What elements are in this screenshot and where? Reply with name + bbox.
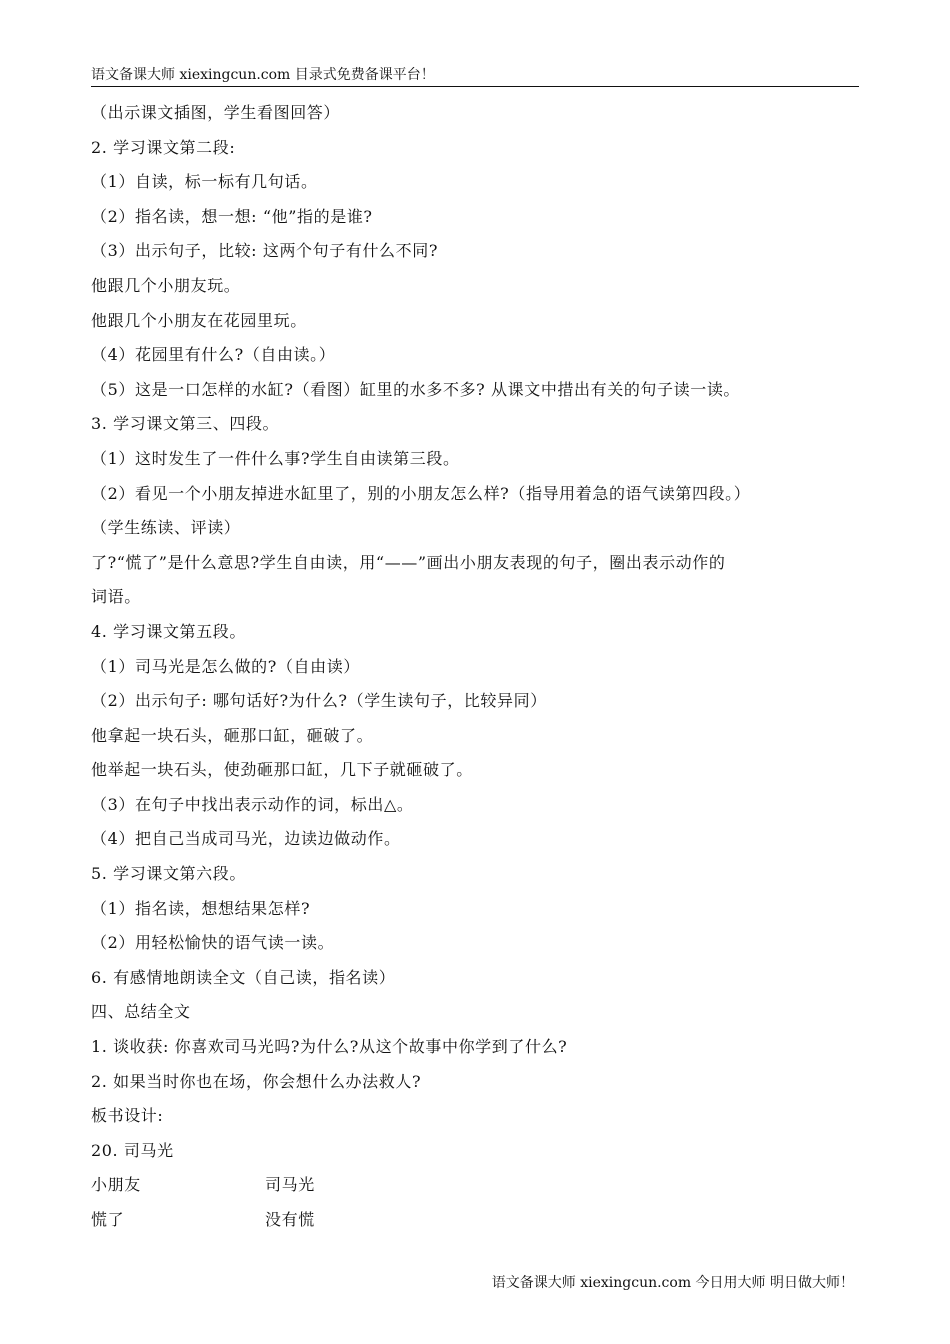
text-line: （2）用轻松愉快的语气读一读。 [91, 933, 335, 953]
text-line: 3. 学习课文第三、四段。 [91, 414, 280, 434]
text-line: （1）自读，标一标有几句话。 [91, 172, 318, 192]
text-line: （出示课文插图，学生看图回答） [91, 103, 341, 122]
text-line: （1）指名读，想想结果怎样? [91, 898, 311, 918]
text-line: 词语。 [91, 587, 141, 607]
lesson-title: 20. 司马光 [91, 1140, 174, 1160]
board-right-cell: 司马光 [265, 1175, 315, 1195]
text-line: 他跟几个小朋友玩。 [91, 275, 241, 295]
text-line: 6. 有感情地朗读全文（自己读，指名读） [91, 967, 396, 987]
board-row [91, 1203, 861, 1238]
header-rule [91, 86, 859, 87]
board-row [91, 1168, 861, 1203]
text-line: （3）在句子中找出表示动作的词，标出△。 [91, 794, 414, 814]
board-right-cell: 没有慌 [265, 1210, 315, 1229]
text-line: 5. 学习课文第六段。 [91, 864, 246, 884]
text-line: （4）花园里有什么?（自由读。） [91, 345, 336, 365]
text-line: （2）出示句子: 哪句话好?为什么?（学生读句子，比较异同） [91, 691, 547, 711]
board-left-cell: 慌了 [91, 1210, 125, 1229]
page-header: 语文备课大师 xiexingcun.com 目录式免费备课平台！ [91, 67, 435, 83]
document-body [91, 96, 861, 1238]
text-line: （4）把自己当成司马光，边读边做动作。 [91, 829, 401, 849]
text-line: （5）这是一口怎样的水缸?（看图）缸里的水多不多? 从课文中措出有关的句子读一读。 [91, 379, 741, 399]
board-design-heading: 板书设计: [91, 1106, 164, 1126]
text-line: （2）指名读，想一想: “他”指的是谁? [91, 206, 373, 226]
text-line: （2）看见一个小朋友掉进水缸里了，别的小朋友怎么样?（指导用着急的语气读第四段。） [91, 483, 751, 503]
text-line: 2. 学习课文第二段: [91, 137, 236, 157]
board-left-cell: 小朋友 [91, 1175, 141, 1195]
text-line: 他跟几个小朋友在花园里玩。 [91, 310, 307, 330]
text-line: （3）出示句子，比较: 这两个句子有什么不同? [91, 241, 439, 261]
text-line: 他拿起一块石头，砸那口缸，砸破了。 [91, 725, 374, 745]
section-heading: 四、总结全文 [91, 1002, 191, 1022]
page-footer: 语文备课大师 xiexingcun.com 今日用大师 明日做大师！ [491, 1275, 854, 1291]
text-line: （学生练读、评读） [91, 518, 241, 538]
text-line: 他举起一块石头，使劲砸那口缸，几下子就砸破了。 [91, 760, 473, 780]
text-line: （1）这时发生了一件什么事?学生自由读第三段。 [91, 448, 460, 468]
text-line: 了?“慌了”是什么意思?学生自由读，用“——”画出小朋友表现的句子，圈出表示动作的 [91, 552, 726, 572]
text-line: 2. 如果当时你也在场，你会想什么办法救人? [91, 1071, 422, 1091]
text-line: （1）司马光是怎么做的?（自由读） [91, 656, 360, 676]
text-line: 1. 谈收获: 你喜欢司马光吗?为什么?从这个故事中你学到了什么? [91, 1037, 568, 1057]
text-line: 4. 学习课文第五段。 [91, 621, 246, 641]
